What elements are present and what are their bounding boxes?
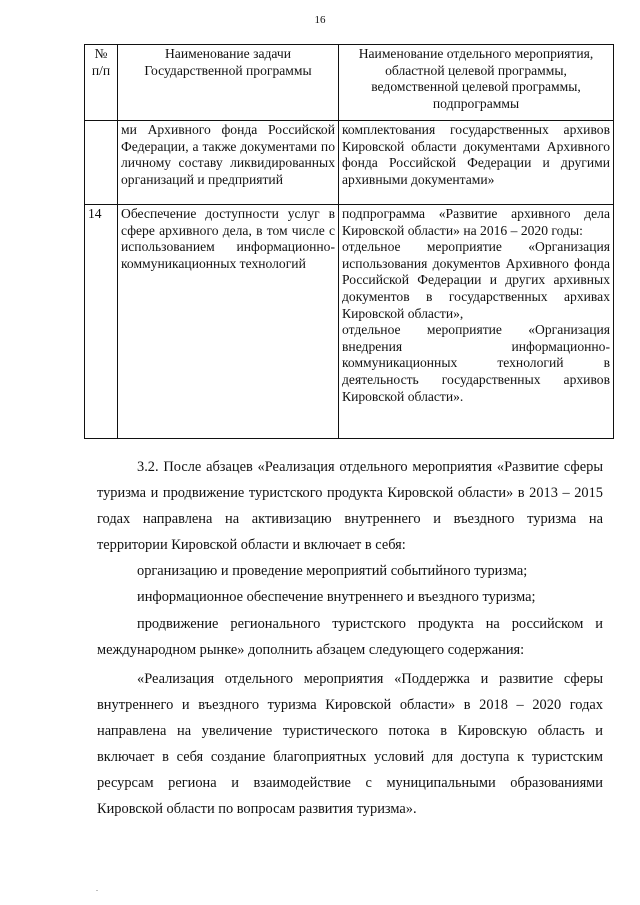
table-row — [85, 205, 614, 439]
program-table — [84, 44, 614, 439]
row-number-cell: 14 — [85, 205, 118, 439]
paragraph: продвижение регионального туристского продукта на российском и международном рынке» дополнить абзацем следующего содержания: — [97, 615, 603, 658]
table-row — [85, 121, 614, 205]
row-number-cell — [85, 121, 118, 205]
scan-mark: . — [96, 884, 98, 893]
table-header-row — [85, 45, 614, 121]
header-measure: Наименование отдельного мероприятия, областной целевой программы, ведомственной целевой программы, подпрограммы — [339, 45, 614, 121]
header-number: № п/п — [85, 45, 118, 121]
paragraph: информационное обеспечение внутреннего и въездного туризма; — [137, 589, 536, 606]
paragraph: «Реализация отдельного мероприятия «Поддержка и развитие сферы внутреннего и въездного туризма Кировской области» в 2018 – 2020 годах направлена на увеличение туристического потока в Кировскую область и включает в себя создание благоприятных условий для доступа к туристским ресурсам региона и взаимодействие с муниципальными образованиями Кировской области по вопросам развития туризма». — [97, 670, 603, 818]
paragraph: 3.2. После абзацев «Реализация отдельного мероприятия «Развитие сферы туризма и продвижение туристского продукта Кировской области» в 2013 – 2015 годах направлена на активизацию внутреннего и въездного туризма на территории Кировской области и включает в себя: — [97, 459, 603, 554]
row-measure-cell: комплектования государственных архивов Кировской области документами Архивного фонда Российской Федерации и другими архивными документами» — [339, 121, 614, 205]
header-task: Наименование задачи Государственной программы — [118, 45, 339, 121]
row-task-cell: Обеспечение доступности услуг в сфере архивного дела, в том числе с использованием информационно-коммуникационных технологий — [118, 205, 339, 439]
measure-item: отдельное мероприятие «Организация использования документов Архивного фонда Российской Федерации и других архивных документов в государственных архивах Кировской области», — [342, 239, 610, 321]
paragraph: организацию и проведение мероприятий событийного туризма; — [137, 563, 528, 580]
row-task-cell: ми Архивного фонда Российской Федерации, а также документами по личному составу ликвидированных организаций и предприятий — [118, 121, 339, 205]
page-number: 16 — [314, 14, 326, 26]
body-text — [97, 454, 603, 822]
measure-item: отдельное мероприятие «Организация внедрения информационно-коммуникационных технологий в деятельность государственных архивов Кировской области». — [342, 322, 610, 404]
row-measure-cell — [339, 205, 614, 439]
measure-subprogram: подпрограмма «Развитие архивного дела Кировской области» на 2016 – 2020 годы: — [342, 206, 610, 238]
